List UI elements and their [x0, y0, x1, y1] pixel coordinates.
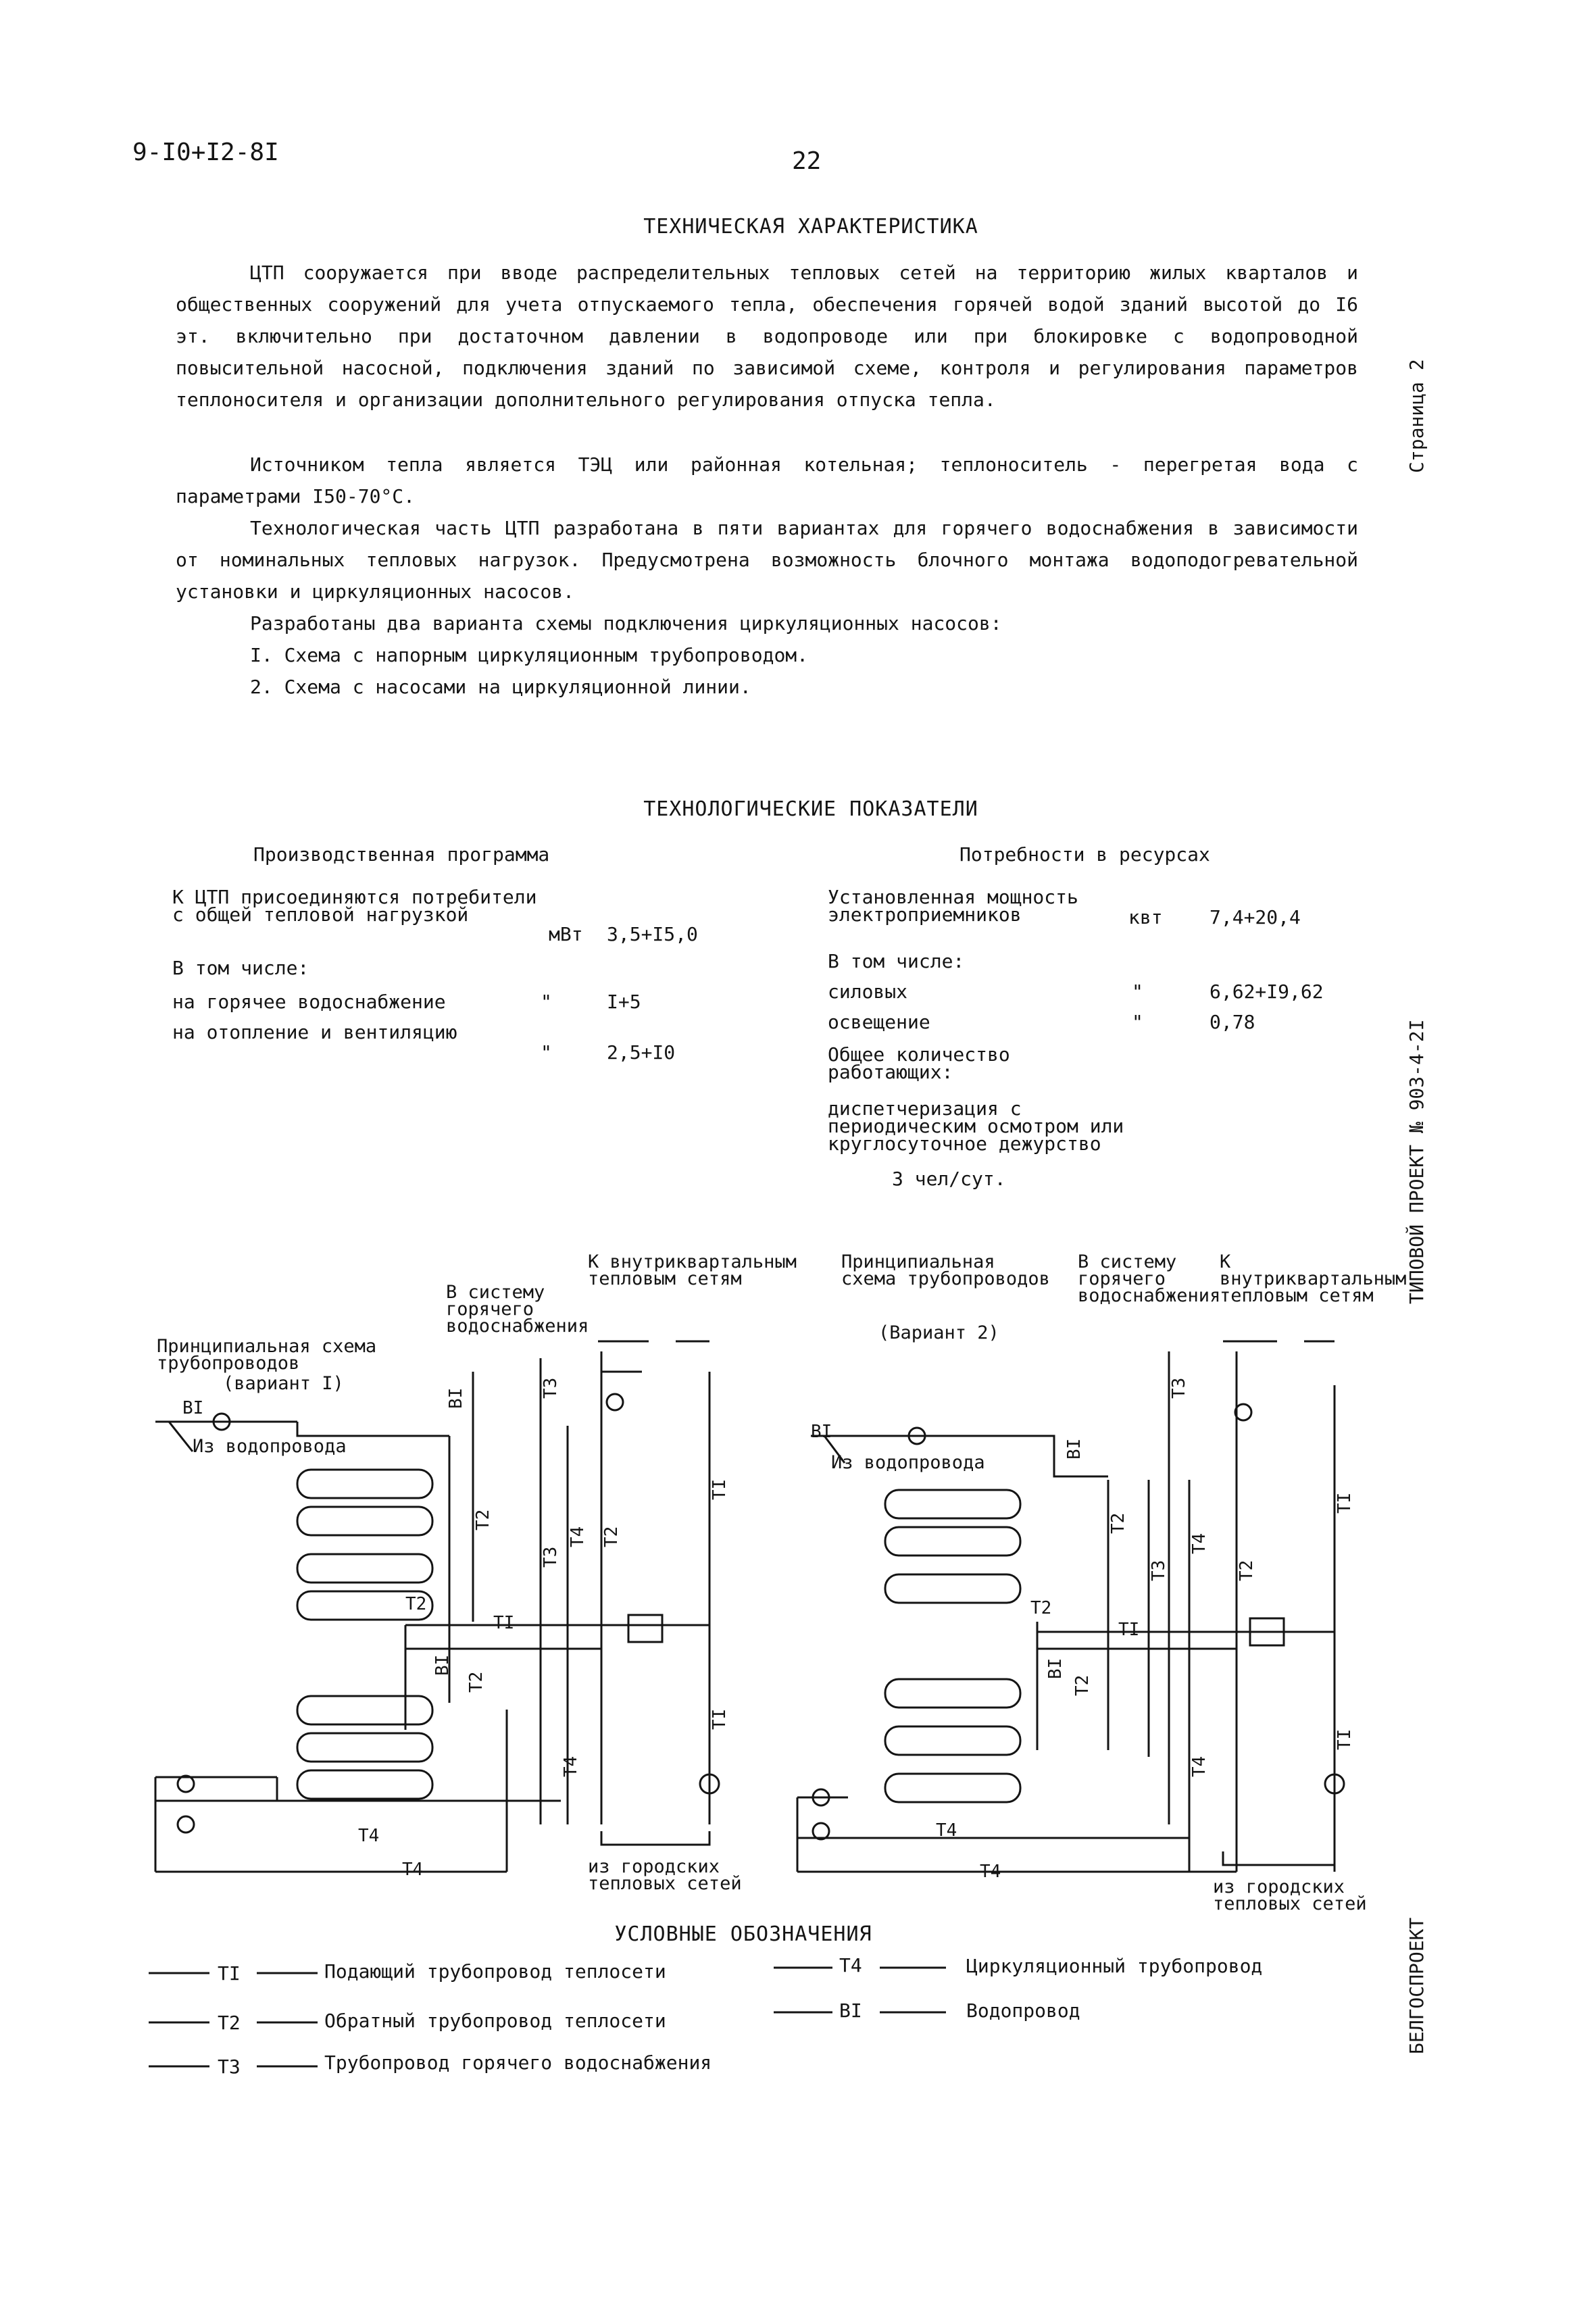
- production-row1-unit: мВт: [549, 923, 583, 945]
- resources-row2-label: силовых: [828, 980, 908, 1003]
- legend-code-b1: BI: [839, 1999, 862, 2022]
- resources-row4-label: Общее количество работающих:: [828, 1043, 1010, 1083]
- scheme2-heater-2: [885, 1527, 1020, 1555]
- scheme2-title: Принципиальная схема трубопроводов: [841, 1251, 1050, 1289]
- scheme1-to-nets-label: К внутриквартальным тепловым сетям: [588, 1251, 797, 1289]
- resources-row3-label: освещение: [828, 1011, 930, 1033]
- tech-list-item-2: 2. Схема с насосами на циркуляционной линии.: [250, 676, 751, 698]
- production-row3-label: на отопление и вентиляцию: [172, 1021, 457, 1043]
- legend-text-t2: Обратный трубопровод теплосети: [324, 2010, 666, 2032]
- document-code: 9-I0+I2-8I: [132, 139, 279, 166]
- scheme2-t2-vertical-label: T2: [1108, 1512, 1128, 1534]
- scheme1-from-city-label: из городских тепловых сетей: [588, 1856, 742, 1894]
- scheme2-heater-3: [885, 1574, 1020, 1603]
- scheme1-variant: (вариант I): [223, 1373, 344, 1394]
- scheme1-regulator: [628, 1615, 662, 1642]
- scheme2-t1-vertical-label: TI: [1335, 1492, 1355, 1514]
- legend-title: УСЛОВНЫЕ ОБОЗНАЧЕНИЯ: [614, 1922, 872, 1946]
- scheme2-t1-label: TI: [1118, 1620, 1140, 1640]
- resources-row1-unit: квт: [1128, 906, 1163, 928]
- scheme2-t2b-vertical-label: T2: [1237, 1560, 1257, 1581]
- scheme2-pump-circ-2: [813, 1823, 829, 1839]
- scheme1-hot-water-label: В систему горячего водоснабжения: [446, 1282, 589, 1337]
- scheme1-heater-5: [297, 1696, 432, 1724]
- resources-row2-value: 6,62+I9,62: [1210, 980, 1324, 1003]
- tech-paragraph-1: ЦТП сооружается при вводе распределительных тепловых сетей на территорию жилых кварталов и общественных сооружений для учета отпускаемого тепла, обеспечения горячей водой зданий высотой до I6 эт. включительно при достаточном давлении в водопроводе или при блокировке с водопроводной повысительной насосной, подключения зданий по зависимой схеме, контроля и регулирования параметров теплоносителя и организации дополнительного регулирования отпуска тепла.: [176, 262, 1358, 411]
- scheme1-t2b-vertical-label: T2: [601, 1526, 622, 1547]
- legend-text-t3: Трубопровод горячего водоснабжения: [324, 2051, 712, 2074]
- resources-heading: Потребности в ресурсах: [959, 843, 1210, 866]
- scheme2-t4-lower-label: T4: [1189, 1756, 1210, 1777]
- scheme1-b1-lower-label: BI: [432, 1654, 453, 1676]
- scheme2-heater-1: [885, 1490, 1020, 1518]
- scheme1-t2-lower-label: T2: [466, 1671, 487, 1693]
- resources-row5-value: 3 чел/сут.: [892, 1168, 1006, 1190]
- scheme2-t4-vertical-label: T4: [1189, 1533, 1210, 1554]
- scheme2-variant: (Вариант 2): [878, 1322, 999, 1343]
- legend-text-b1: Водопровод: [966, 1999, 1080, 2022]
- scheme2-from-city-label: из городских тепловых сетей: [1213, 1876, 1367, 1914]
- scheme1-t3-top-label: T3: [541, 1377, 561, 1399]
- tech-list-item-1: I. Схема с напорным циркуляционным трубопроводом.: [250, 644, 809, 666]
- scheme1-pump-circ-1: [178, 1776, 194, 1792]
- scheme2-b1-lower-label: BI: [1045, 1658, 1066, 1679]
- production-row1-label: К ЦТП присоединяются потребители с общей тепловой нагрузкой: [172, 886, 537, 926]
- production-row3-value: 2,5+I0: [607, 1041, 676, 1064]
- scheme2-t2-label: T2: [1030, 1598, 1052, 1618]
- production-including: В том числе:: [172, 957, 309, 979]
- scheme1-t3-vertical-label: T3: [541, 1546, 561, 1568]
- resources-row1-label: Установленная мощность электроприемников: [828, 886, 1078, 926]
- scheme1-t4b-label: T4: [402, 1860, 424, 1880]
- side-page-label: Страница 2: [1405, 359, 1428, 473]
- scheme2-t1-lower-label: TI: [1335, 1728, 1355, 1750]
- scheme2-t3-top-label: T3: [1169, 1377, 1189, 1399]
- scheme2-to-nets-label: К внутриквартальным тепловым сетям: [1220, 1251, 1407, 1306]
- scheme2-pump-hot: [1235, 1404, 1251, 1420]
- scheme2-t3-vertical-label: T3: [1149, 1560, 1169, 1581]
- scheme1-t2-vertical-label: T2: [473, 1509, 493, 1530]
- scheme2-b1-label: BI: [811, 1422, 832, 1442]
- scheme1-heater-6: [297, 1733, 432, 1762]
- side-org-label: БЕЛГОСПРОЕКТ: [1405, 1917, 1428, 2054]
- resources-row2-unit: ": [1132, 980, 1143, 1003]
- scheme2-t2-lower-label: T2: [1072, 1674, 1093, 1696]
- scheme1-title: Принципиальная схема трубопроводов: [157, 1336, 377, 1374]
- legend-code-t3: T3: [218, 2056, 241, 2078]
- legend-code-t4: T4: [839, 1954, 862, 1976]
- scheme2-t4b-label: T4: [980, 1862, 1001, 1882]
- scheme1-t1-lower-label: TI: [709, 1708, 730, 1730]
- scheme2-water-source-label: Из водопровода: [831, 1452, 985, 1473]
- scheme1-t1-label: TI: [493, 1613, 515, 1633]
- resources-including: В том числе:: [828, 950, 965, 972]
- scheme2-heater-4: [885, 1679, 1020, 1708]
- indicators-title: ТЕХНОЛОГИЧЕСКИЕ ПОКАЗАТЕЛИ: [643, 797, 978, 821]
- legend-text-t1: Подающий трубопровод теплосети: [324, 1960, 666, 1983]
- side-project-label: ТИПОВОЙ ПРОЕКТ № 903-4-2I: [1405, 1019, 1428, 1304]
- resources-row3-value: 0,78: [1210, 1011, 1255, 1033]
- scheme1-pump-hot: [607, 1394, 623, 1410]
- scheme2-heater-5: [885, 1726, 1020, 1755]
- scheme1-heater-2: [297, 1507, 432, 1535]
- scheme2-t4-label: T4: [936, 1820, 957, 1841]
- scheme1-heater-1: [297, 1470, 432, 1498]
- legend-code-t1: TI: [218, 1962, 241, 1985]
- scheme1-t1-vertical-label: TI: [709, 1478, 730, 1500]
- production-row2-label: на горячее водоснабжение: [172, 991, 446, 1013]
- tech-paragraph-2: Источником тепла является ТЭЦ или районная котельная; теплоноситель - перегретая вода с параметрами I50-70°С.: [176, 453, 1358, 507]
- scheme2-hot-water-label: В систему горячего водоснабжения: [1078, 1251, 1221, 1306]
- production-heading: Производственная программа: [253, 843, 550, 866]
- page-number: 22: [792, 147, 822, 175]
- production-row2-value: I+5: [607, 991, 641, 1013]
- tech-paragraph-4: Разработаны два варианта схемы подключения циркуляционных насосов:: [250, 612, 1002, 634]
- production-row3-unit: ": [541, 1041, 552, 1064]
- scheme1-t4-vertical-label: T4: [568, 1526, 588, 1547]
- scheme1-heater-3: [297, 1554, 432, 1583]
- resources-row3-unit: ": [1132, 1011, 1143, 1033]
- production-row2-unit: ": [541, 991, 552, 1013]
- resources-row5-label: диспетчеризация с периодическим осмотром или круглосуточное дежурство: [828, 1097, 1124, 1155]
- scheme1-t4-lower-label: T4: [561, 1756, 581, 1777]
- production-row1-value: 3,5+I5,0: [607, 923, 698, 945]
- legend-code-t2: T2: [218, 2012, 241, 2034]
- scheme1-heater-7: [297, 1770, 432, 1799]
- scheme1-t2-label: T2: [405, 1594, 427, 1614]
- scheme1-water-source-label: Из водопровода: [193, 1436, 347, 1457]
- scheme1-b1-label: BI: [182, 1398, 204, 1418]
- tech-title: ТЕХНИЧЕСКАЯ ХАРАКТЕРИСТИКА: [643, 215, 978, 239]
- scheme1-t4-label: T4: [358, 1826, 380, 1846]
- scheme2-b1-vertical-label: BI: [1064, 1438, 1084, 1460]
- scheme1-pump-circ-2: [178, 1816, 194, 1833]
- tech-paragraph-3: Технологическая часть ЦТП разработана в пяти вариантах для горячего водоснабжения в зависимости от номинальных тепловых нагрузок. Предусмотрена возможность блочного монтажа водоподогревательной установки и циркуляционных насосов.: [176, 517, 1358, 603]
- scheme1-b1-vertical-label: BI: [446, 1387, 466, 1409]
- scheme2-heater-6: [885, 1774, 1020, 1802]
- legend-text-t4: Циркуляционный трубопровод: [966, 1955, 1263, 1977]
- resources-row1-value: 7,4+20,4: [1210, 906, 1301, 928]
